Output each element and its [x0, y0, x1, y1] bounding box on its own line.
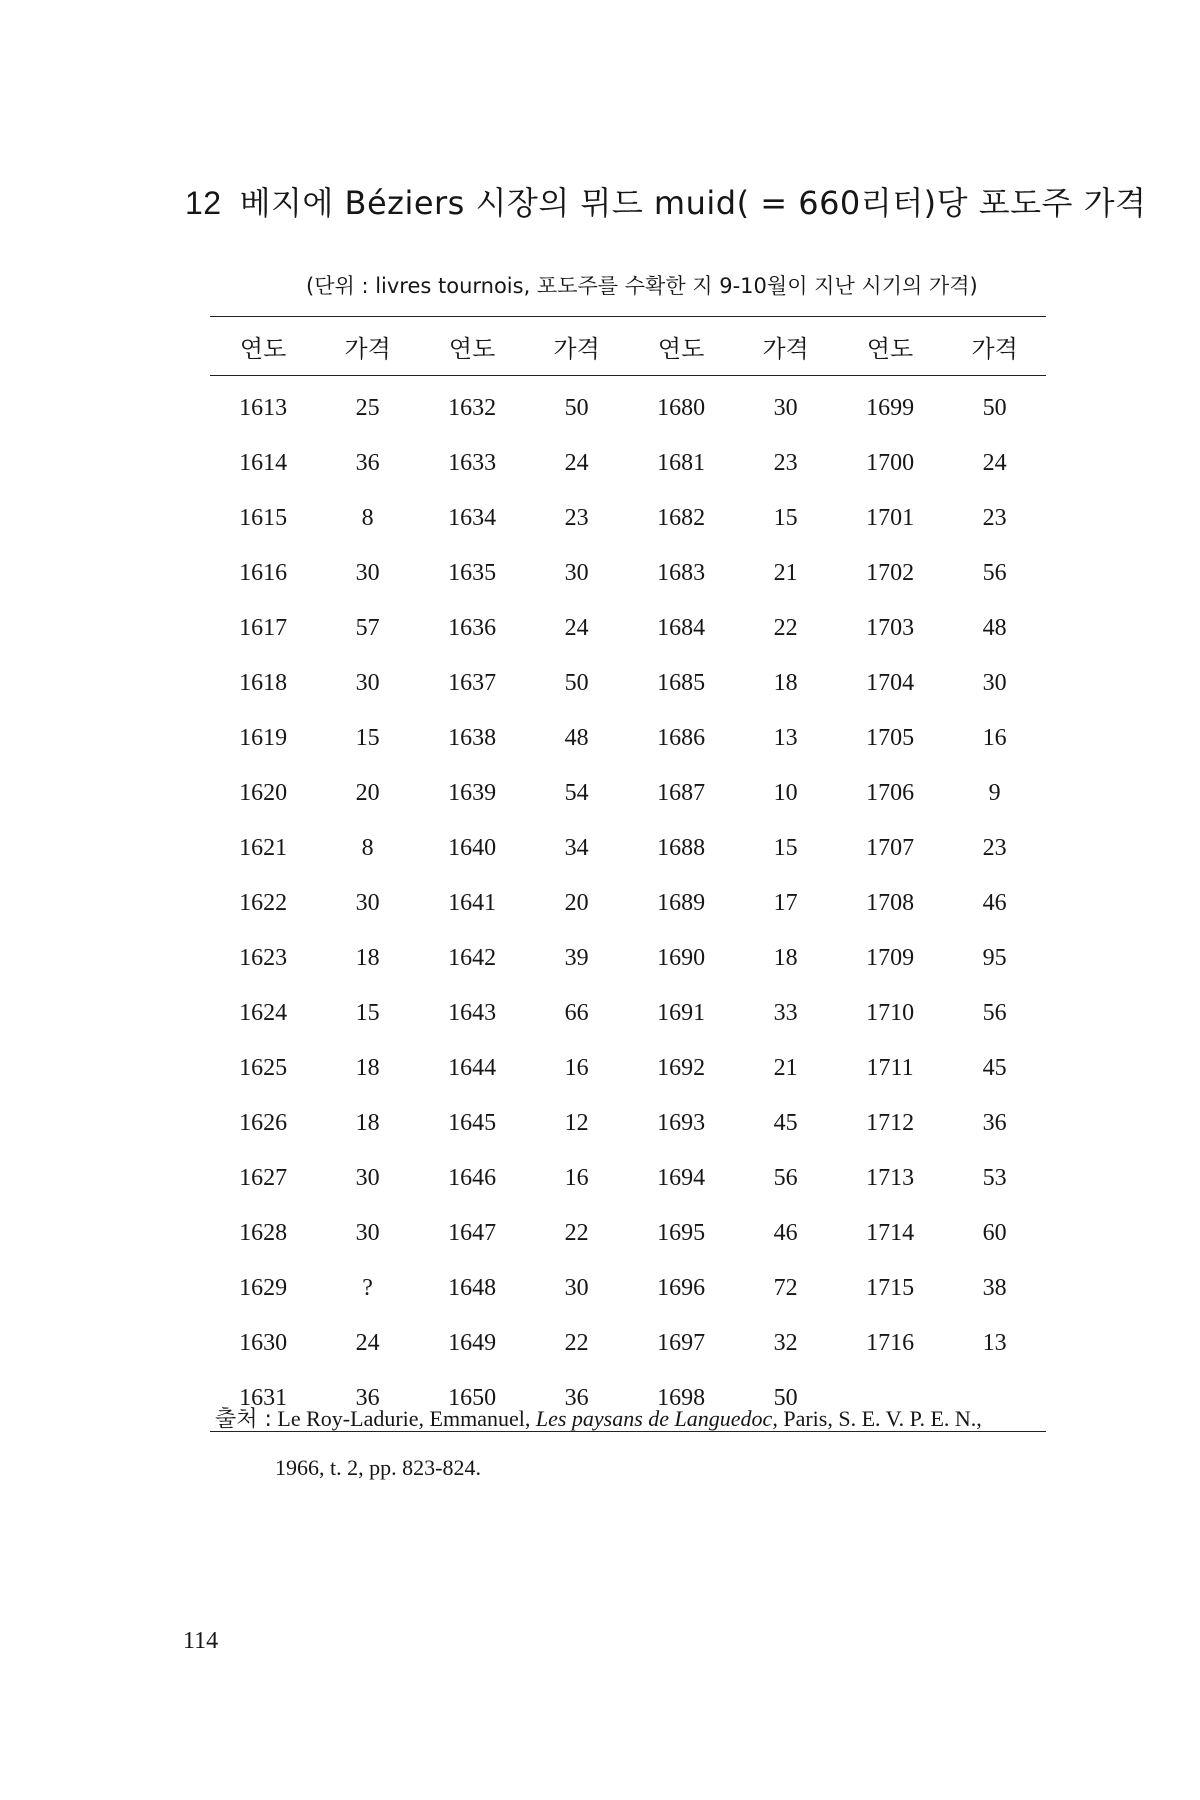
- table-row: [210, 766, 1046, 821]
- year-cell: 1640: [448, 835, 497, 861]
- price-cell: 17: [773, 890, 798, 916]
- price-cell: 15: [355, 725, 380, 751]
- year-cell: 1620: [239, 780, 288, 806]
- price-cell: 66: [564, 1000, 589, 1026]
- price-cell: 57: [355, 615, 380, 641]
- page-title: [185, 178, 1146, 224]
- year-cell: 1691: [657, 1000, 706, 1026]
- year-cell: 1638: [448, 725, 497, 751]
- year-cell: 1643: [448, 1000, 497, 1026]
- year-cell: 1644: [448, 1055, 497, 1081]
- year-cell: 1637: [448, 670, 497, 696]
- year-cell: 1650: [448, 1385, 497, 1411]
- year-cell: 1716: [866, 1330, 915, 1356]
- price-cell: 30: [355, 1220, 380, 1246]
- header-row: [210, 317, 1046, 376]
- year-cell: 1712: [866, 1110, 915, 1136]
- table-title: 베지에 Béziers 시장의 뮈드 muid( = 660리터)당 포도주 가격: [239, 184, 1147, 222]
- price-cell: 36: [355, 1385, 380, 1411]
- table-row: [210, 711, 1046, 766]
- year-cell: 1642: [448, 945, 497, 971]
- price-cell: 15: [773, 505, 798, 531]
- year-cell: 1621: [239, 835, 288, 861]
- price-cell: 24: [982, 450, 1007, 476]
- year-cell: 1706: [866, 780, 915, 806]
- price-cell: 24: [355, 1330, 380, 1356]
- year-cell: 1704: [866, 670, 915, 696]
- year-cell: 1624: [239, 1000, 288, 1026]
- price-cell: 50: [982, 395, 1007, 421]
- year-cell: 1639: [448, 780, 497, 806]
- year-cell: 1685: [657, 670, 706, 696]
- price-cell: 23: [564, 505, 589, 531]
- year-cell: 1619: [239, 725, 288, 751]
- year-cell: 1646: [448, 1165, 497, 1191]
- year-cell: 1715: [866, 1275, 915, 1301]
- year-cell: 1617: [239, 615, 288, 641]
- year-cell: 1713: [866, 1165, 915, 1191]
- year-cell: 1631: [239, 1385, 288, 1411]
- price-cell: 16: [982, 725, 1007, 751]
- price-cell: 30: [564, 560, 589, 586]
- unit-note: (단위 : livres tournois, 포도주를 수확한 지 9-10월이 지난 시기의 가격): [306, 274, 978, 298]
- price-cell: 56: [982, 1000, 1007, 1026]
- table-row: [210, 931, 1046, 986]
- price-cell: 23: [773, 450, 798, 476]
- year-cell: 1707: [866, 835, 915, 861]
- table-row: [210, 1041, 1046, 1096]
- source-details: 1966, t. 2, pp. 823-824.: [275, 1455, 481, 1480]
- price-cell: 30: [982, 670, 1007, 696]
- year-cell: 1703: [866, 615, 915, 641]
- price-cell: 22: [564, 1330, 589, 1356]
- year-cell: 1645: [448, 1110, 497, 1136]
- source-author: Le Roy-Ladurie, Emmanuel,: [277, 1406, 531, 1431]
- price-cell: 9: [988, 780, 1001, 806]
- table-row: [210, 656, 1046, 711]
- header-price: 가격: [344, 334, 391, 363]
- year-cell: 1626: [239, 1110, 288, 1136]
- price-cell: 72: [773, 1275, 798, 1301]
- table-row: [210, 821, 1046, 876]
- table-row: [210, 1151, 1046, 1206]
- year-cell: 1649: [448, 1330, 497, 1356]
- price-cell: 46: [773, 1220, 798, 1246]
- year-cell: 1628: [239, 1220, 288, 1246]
- price-cell: 36: [355, 450, 380, 476]
- header-year: 연도: [657, 334, 705, 363]
- price-cell: 50: [564, 670, 589, 696]
- price-cell: 18: [355, 1055, 380, 1081]
- price-cell: 16: [564, 1165, 589, 1191]
- price-cell: 12: [564, 1110, 589, 1136]
- price-cell: 48: [564, 725, 589, 751]
- price-cell: 18: [773, 670, 798, 696]
- year-cell: 1702: [866, 560, 915, 586]
- price-cell: 36: [564, 1385, 589, 1411]
- year-cell: 1687: [657, 780, 706, 806]
- source-publisher: Paris, S. E. V. P. E. N.,: [783, 1406, 982, 1431]
- table-row: [210, 1261, 1046, 1316]
- price-cell: 45: [773, 1110, 798, 1136]
- year-cell: 1623: [239, 945, 288, 971]
- table-row: [210, 601, 1046, 656]
- price-cell: 36: [982, 1110, 1007, 1136]
- year-cell: 1632: [448, 395, 497, 421]
- header-year: 연도: [866, 334, 914, 363]
- price-cell: 30: [773, 395, 798, 421]
- source-label: 출처 :: [215, 1407, 272, 1432]
- header-year: 연도: [448, 334, 496, 363]
- price-cell: 38: [982, 1275, 1007, 1301]
- price-cell: 20: [564, 890, 589, 916]
- header-price: 가격: [762, 334, 809, 363]
- header-price: 가격: [971, 334, 1018, 363]
- table-number: 12: [185, 185, 222, 221]
- price-cell: 21: [773, 1055, 798, 1081]
- year-cell: 1693: [657, 1110, 706, 1136]
- price-cell: 18: [355, 945, 380, 971]
- year-cell: 1690: [657, 945, 706, 971]
- price-cell: 10: [773, 780, 798, 806]
- year-cell: 1618: [239, 670, 288, 696]
- table-row: [210, 376, 1046, 437]
- price-cell: 30: [355, 670, 380, 696]
- header-year: 연도: [239, 334, 287, 363]
- price-cell: 39: [564, 945, 589, 971]
- year-cell: 1683: [657, 560, 706, 586]
- year-cell: 1681: [657, 450, 706, 476]
- price-cell: 25: [355, 395, 380, 421]
- price-cell: 8: [361, 835, 374, 861]
- year-cell: 1627: [239, 1165, 288, 1191]
- price-cell: 23: [982, 835, 1007, 861]
- year-cell: 1709: [866, 945, 915, 971]
- table-row: [210, 876, 1046, 931]
- table-row: [210, 436, 1046, 491]
- price-cell: 50: [564, 395, 589, 421]
- table-body: [210, 376, 1046, 1432]
- year-cell: 1692: [657, 1055, 706, 1081]
- price-cell: 30: [355, 560, 380, 586]
- price-cell: 56: [773, 1165, 798, 1191]
- price-cell: 53: [982, 1165, 1007, 1191]
- year-cell: 1686: [657, 725, 706, 751]
- price-cell: 23: [982, 505, 1007, 531]
- year-cell: 1695: [657, 1220, 706, 1246]
- price-cell: 16: [564, 1055, 589, 1081]
- year-cell: 1697: [657, 1330, 706, 1356]
- year-cell: 1630: [239, 1330, 288, 1356]
- price-cell: 30: [355, 890, 380, 916]
- price-cell: 30: [564, 1275, 589, 1301]
- year-cell: 1622: [239, 890, 288, 916]
- price-cell: ?: [362, 1275, 373, 1301]
- year-cell: 1689: [657, 890, 706, 916]
- year-cell: 1636: [448, 615, 497, 641]
- year-cell: 1629: [239, 1275, 288, 1301]
- price-cell: 95: [982, 945, 1007, 971]
- year-cell: 1635: [448, 560, 497, 586]
- year-cell: 1682: [657, 505, 706, 531]
- table-row: [210, 1206, 1046, 1261]
- year-cell: 1616: [239, 560, 288, 586]
- table-row: [210, 1096, 1046, 1151]
- header-price: 가격: [553, 334, 600, 363]
- price-cell: 13: [982, 1330, 1007, 1356]
- price-cell: 8: [361, 505, 374, 531]
- year-cell: 1688: [657, 835, 706, 861]
- year-cell: 1708: [866, 890, 915, 916]
- price-cell: 21: [773, 560, 798, 586]
- year-cell: 1694: [657, 1165, 706, 1191]
- year-cell: 1699: [866, 395, 915, 421]
- table-row: [210, 491, 1046, 546]
- price-cell: 13: [773, 725, 798, 751]
- price-cell: 15: [355, 1000, 380, 1026]
- table-row: [210, 546, 1046, 601]
- price-cell: 20: [355, 780, 380, 806]
- source-citation: [215, 1395, 1095, 1492]
- year-cell: 1705: [866, 725, 915, 751]
- year-cell: 1633: [448, 450, 497, 476]
- year-cell: 1647: [448, 1220, 497, 1246]
- price-cell: 54: [564, 780, 589, 806]
- year-cell: 1648: [448, 1275, 497, 1301]
- price-cell: 34: [564, 835, 589, 861]
- price-cell: 46: [982, 890, 1007, 916]
- price-cell: 45: [982, 1055, 1007, 1081]
- price-cell: 30: [355, 1165, 380, 1191]
- price-cell: 48: [982, 615, 1007, 641]
- source-work-title: Les paysans de Languedoc,: [535, 1406, 778, 1431]
- table-row: [210, 986, 1046, 1041]
- price-cell: 33: [773, 1000, 798, 1026]
- year-cell: 1625: [239, 1055, 288, 1081]
- year-cell: 1641: [448, 890, 497, 916]
- price-cell: 60: [982, 1220, 1007, 1246]
- year-cell: 1700: [866, 450, 915, 476]
- price-cell: 24: [564, 450, 589, 476]
- price-cell: 32: [773, 1330, 798, 1356]
- year-cell: 1680: [657, 395, 706, 421]
- year-cell: 1634: [448, 505, 497, 531]
- table-row: [210, 1316, 1046, 1371]
- page-number: 114: [183, 1628, 219, 1654]
- year-cell: 1696: [657, 1275, 706, 1301]
- year-cell: 1711: [866, 1055, 914, 1081]
- year-cell: 1701: [866, 505, 915, 531]
- year-cell: 1684: [657, 615, 706, 641]
- year-cell: 1698: [657, 1385, 706, 1411]
- year-cell: 1714: [866, 1220, 915, 1246]
- price-cell: 50: [773, 1385, 798, 1411]
- price-table: [210, 316, 1046, 1432]
- price-cell: 18: [355, 1110, 380, 1136]
- year-cell: 1613: [239, 395, 288, 421]
- price-cell: 18: [773, 945, 798, 971]
- price-cell: 24: [564, 615, 589, 641]
- year-cell: 1710: [866, 1000, 915, 1026]
- price-cell: 22: [564, 1220, 589, 1246]
- year-cell: 1614: [239, 450, 288, 476]
- price-cell: 15: [773, 835, 798, 861]
- year-cell: 1615: [239, 505, 288, 531]
- price-cell: 22: [773, 615, 798, 641]
- price-cell: 56: [982, 560, 1007, 586]
